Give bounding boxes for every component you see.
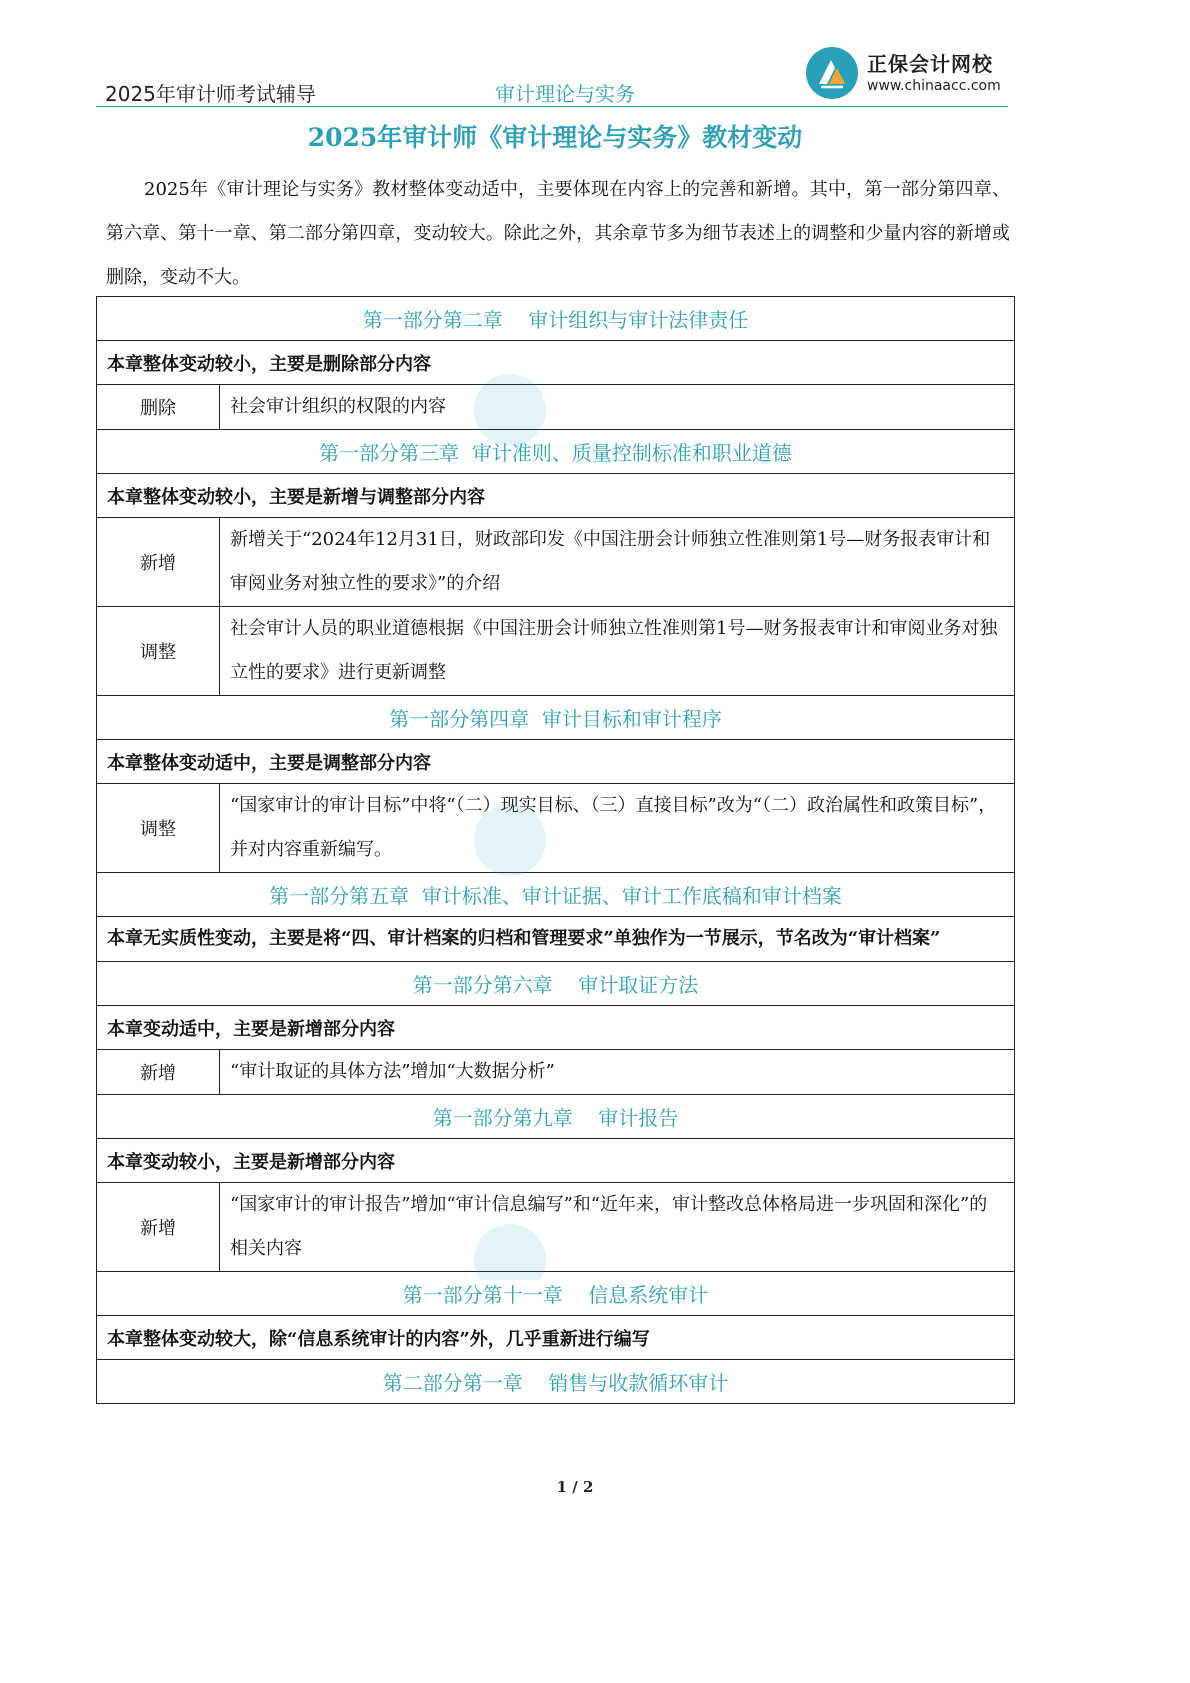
chapter-row <box>97 873 1015 917</box>
logo-url: www.chinaacc.com <box>867 78 1001 94</box>
header-title: 2025年审计师考试辅导 <box>105 82 316 106</box>
change-type: 新增 <box>97 518 220 607</box>
chapter-summary: 本章整体变动较小，主要是新增与调整部分内容 <box>97 474 1015 518</box>
change-row <box>97 784 1015 873</box>
summary-row <box>97 740 1015 784</box>
change-type: 新增 <box>97 1050 220 1095</box>
summary-row <box>97 341 1015 385</box>
chapter-summary: 本章整体变动较小，主要是删除部分内容 <box>97 341 1015 385</box>
chapter-heading: 第一部分第六章 审计取证方法 <box>97 962 1015 1006</box>
chapter-summary: 本章变动适中，主要是新增部分内容 <box>97 1006 1015 1050</box>
change-detail: “国家审计的审计报告”增加“审计信息编写”和“近年来，审计整改总体格局进一步巩固和深化”的相关内容 <box>220 1183 1015 1272</box>
change-type: 调整 <box>97 607 220 696</box>
chapter-row <box>97 1360 1015 1404</box>
changes-table <box>96 296 1015 1404</box>
change-row <box>97 1050 1015 1095</box>
chapter-row <box>97 430 1015 474</box>
chapter-row <box>97 962 1015 1006</box>
summary-row <box>97 1006 1015 1050</box>
chapter-heading: 第二部分第一章 销售与收款循环审计 <box>97 1360 1015 1404</box>
chapter-summary: 本章整体变动适中，主要是调整部分内容 <box>97 740 1015 784</box>
change-row <box>97 518 1015 607</box>
change-type: 新增 <box>97 1183 220 1272</box>
chapter-heading: 第一部分第五章 审计标准、审计证据、审计工作底稿和审计档案 <box>97 873 1015 917</box>
chinaacc-logo-icon <box>805 46 859 100</box>
chapter-row <box>97 297 1015 341</box>
summary-row <box>97 1316 1015 1360</box>
change-row <box>97 385 1015 430</box>
chapter-row <box>97 1095 1015 1139</box>
change-detail: “国家审计的审计目标”中将“（二）现实目标、（三）直接目标”改为“（二）政治属性和政策目标”，并对内容重新编写。 <box>220 784 1015 873</box>
change-detail: 社会审计组织的权限的内容 <box>220 385 1015 430</box>
change-row <box>97 607 1015 696</box>
chapter-summary: 本章变动较小，主要是新增部分内容 <box>97 1139 1015 1183</box>
chapter-row <box>97 696 1015 740</box>
chapter-row <box>97 1272 1015 1316</box>
document-title: 2025年审计师《审计理论与实务》教材变动 <box>307 123 803 152</box>
change-detail: “审计取证的具体方法”增加“大数据分析” <box>220 1050 1015 1095</box>
summary-row <box>97 1139 1015 1183</box>
change-type: 删除 <box>97 385 220 430</box>
chapter-summary: 本章整体变动较大，除“信息系统审计的内容”外，几乎重新进行编写 <box>97 1316 1015 1360</box>
header-divider <box>96 106 1008 107</box>
chapter-heading: 第一部分第三章 审计准则、质量控制标准和职业道德 <box>97 430 1015 474</box>
logo-name: 正保会计网校 <box>867 52 993 76</box>
chapter-heading: 第一部分第四章 审计目标和审计程序 <box>97 696 1015 740</box>
summary-row <box>97 474 1015 518</box>
intro-paragraph: 2025年《审计理论与实务》教材整体变动适中，主要体现在内容上的完善和新增。其中，第一部分第四章、第六章、第十一章、第二部分第四章，变动较大。除此之外，其余章节多为细节表述上的调整和少量内容的新增或删除，变动不大。 <box>106 179 1010 288</box>
chapter-heading: 第一部分第九章 审计报告 <box>97 1095 1015 1139</box>
header-subject: 审计理论与实务 <box>495 82 635 106</box>
chapter-heading: 第一部分第二章 审计组织与审计法律责任 <box>97 297 1015 341</box>
change-row <box>97 1183 1015 1272</box>
chapter-summary: 本章无实质性变动，主要是将“四、审计档案的归档和管理要求”单独作为一节展示，节名改为“审计档案” <box>97 917 1015 962</box>
summary-row <box>97 917 1015 962</box>
page-number: 1 / 2 <box>556 1478 594 1496</box>
change-type: 调整 <box>97 784 220 873</box>
chapter-heading: 第一部分第十一章 信息系统审计 <box>97 1272 1015 1316</box>
logo <box>805 46 1015 104</box>
change-detail: 社会审计人员的职业道德根据《中国注册会计师独立性准则第1号—财务报表审计和审阅业务对独立性的要求》进行更新调整 <box>220 607 1015 696</box>
change-detail: 新增关于“2024年12月31日，财政部印发《中国注册会计师独立性准则第1号—财务报表审计和审阅业务对独立性的要求》”的介绍 <box>220 518 1015 607</box>
